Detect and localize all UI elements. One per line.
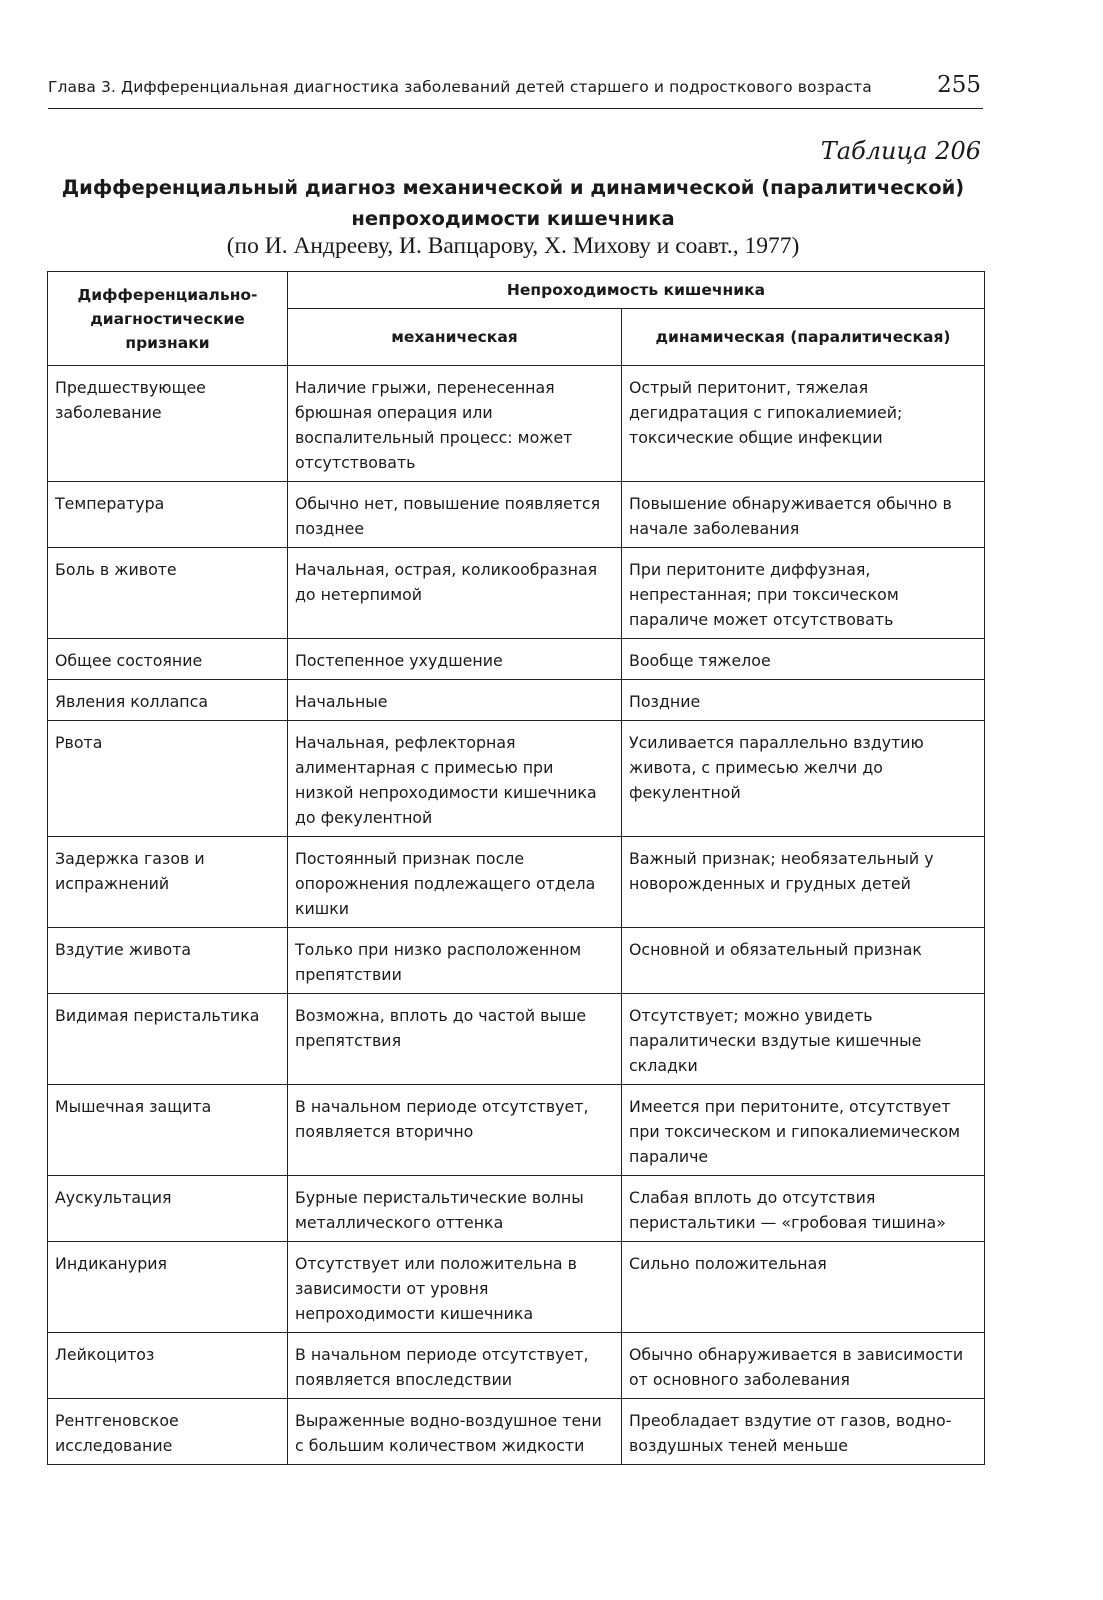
header-signs: Дифференциально-диагностические признаки [48,272,288,366]
cell-sign: Температура [48,482,288,548]
cell-mechanical: В начальном периоде отсутствует, появляется вторично [288,1085,622,1176]
cell-mechanical: Начальные [288,680,622,721]
cell-sign: Явления коллапса [48,680,288,721]
cell-mechanical: Начальная, рефлекторная алиментарная с примесью при низкой непроходимости кишечника до фекулентной [288,721,622,837]
table-row [48,680,985,721]
cell-sign: Лейкоцитоз [48,1333,288,1399]
table-body [48,366,985,1465]
running-header [48,74,983,109]
table-row [48,1085,985,1176]
cell-sign: Видимая перистальтика [48,994,288,1085]
table-row [48,994,985,1085]
cell-mechanical: В начальном периоде отсутствует, появляется впоследствии [288,1333,622,1399]
cell-dynamic: Сильно положительная [622,1242,985,1333]
cell-mechanical: Начальная, острая, коликообразная до нетерпимой [288,548,622,639]
table-title-line-1: Дифференциальный диагноз механической и динамической (паралитической) [61,176,965,199]
table-row [48,366,985,482]
cell-dynamic: Основной и обязательный признак [622,928,985,994]
header-obstruction-group: Непроходимость кишечника [288,272,985,309]
table-row [48,928,985,994]
cell-mechanical: Возможна, вплоть до частой выше препятствия [288,994,622,1085]
cell-dynamic: Преобладает вздутие от газов, водно-воздушных теней меньше [622,1399,985,1465]
table-row [48,1176,985,1242]
table-row [48,1333,985,1399]
cell-dynamic: Поздние [622,680,985,721]
table-row [48,837,985,928]
table-source: (по И. Андрееву, И. Вапцарову, Х. Михову и соавт., 1977) [226,233,800,259]
cell-sign: Задержка газов и испражнений [48,837,288,928]
cell-sign: Аускультация [48,1176,288,1242]
cell-sign: Индиканурия [48,1242,288,1333]
cell-sign: Вздутие живота [48,928,288,994]
table-row [48,1242,985,1333]
cell-dynamic: При перитоните диффузная, непрестанная; при токсическом параличе может отсутствовать [622,548,985,639]
cell-sign: Боль в животе [48,548,288,639]
table-number-label: Таблица 206 [820,137,981,165]
running-title: Глава 3. Дифференциальная диагностика заболеваний детей старшего и подросткового возраста [48,78,872,96]
page-number: 255 [937,72,981,98]
table-row [48,482,985,548]
cell-dynamic: Важный признак; необязательный у новорожденных и грудных детей [622,837,985,928]
cell-mechanical: Отсутствует или положительна в зависимости от уровня непроходимости кишечника [288,1242,622,1333]
table-row [48,1399,985,1465]
cell-dynamic: Острый перитонит, тяжелая дегидратация с гипокалиемией; токсические общие инфекции [622,366,985,482]
cell-dynamic: Отсутствует; можно увидеть паралитически вздутые кишечные складки [622,994,985,1085]
cell-mechanical: Обычно нет, повышение появляется позднее [288,482,622,548]
cell-dynamic: Обычно обнаруживается в зависимости от основного заболевания [622,1333,985,1399]
cell-mechanical: Постоянный признак после опорожнения подлежащего отдела кишки [288,837,622,928]
cell-dynamic: Слабая вплоть до отсутствия перистальтики — «гробовая тишина» [622,1176,985,1242]
table-row [48,548,985,639]
cell-sign: Мышечная защита [48,1085,288,1176]
table-title [40,172,986,234]
cell-mechanical: Наличие грыжи, перенесенная брюшная операция или воспалительный процесс: может отсутствовать [288,366,622,482]
cell-dynamic: Повышение обнаруживается обычно в начале заболевания [622,482,985,548]
cell-dynamic: Имеется при перитоните, отсутствует при токсическом и гипокалиемическом параличе [622,1085,985,1176]
table-title-line-2: непроходимости кишечника [351,207,675,230]
cell-mechanical: Постепенное ухудшение [288,639,622,680]
table-row [48,721,985,837]
header-mechanical: механическая [288,309,622,366]
cell-sign: Рвота [48,721,288,837]
cell-mechanical: Только при низко расположенном препятствии [288,928,622,994]
cell-mechanical: Выраженные водно-воздушное тени с большим количеством жидкости [288,1399,622,1465]
cell-sign: Рентгеновское исследование [48,1399,288,1465]
cell-mechanical: Бурные перистальтические волны металлического оттенка [288,1176,622,1242]
cell-sign: Общее состояние [48,639,288,680]
cell-dynamic: Усиливается параллельно вздутию живота, с примесью желчи до фекулентной [622,721,985,837]
cell-dynamic: Вообще тяжелое [622,639,985,680]
header-dynamic: динамическая (паралитическая) [622,309,985,366]
differential-diagnosis-table [47,271,985,1465]
cell-sign: Предшествующее заболевание [48,366,288,482]
table-row [48,639,985,680]
